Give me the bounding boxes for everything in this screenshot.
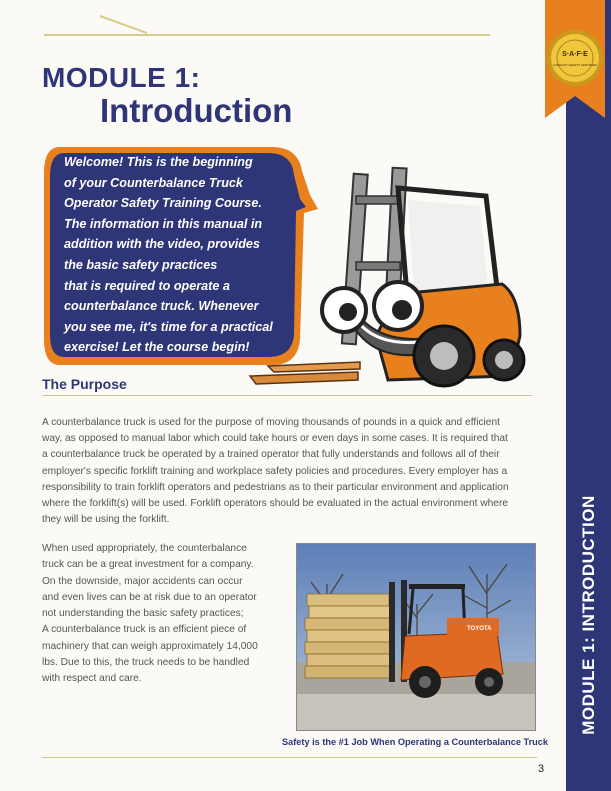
welcome-line: that is required to operate a [64, 278, 230, 293]
welcome-line: addition with the video, provides [64, 237, 260, 252]
side-tab [570, 470, 608, 760]
investment-line: A counterbalance truck is an efficient piece of [42, 624, 247, 636]
certification-ribbon [545, 0, 605, 118]
investment-line: not understanding the basic safety practices; [42, 608, 244, 620]
investment-line: with respect and care. [42, 673, 142, 685]
purpose-line: they will be using the forklift. [42, 514, 170, 526]
section-rule [42, 395, 532, 396]
purpose-paragraph [42, 415, 537, 528]
badge-top-text: S·A·F·E [562, 51, 588, 58]
welcome-line: counterbalance truck. Whenever [64, 299, 259, 314]
welcome-line: exercise! Let the course begin! [64, 340, 250, 355]
section-heading-purpose: The Purpose [42, 376, 127, 392]
investment-paragraph [42, 541, 277, 688]
side-tab-label: MODULE 1: INTRODUCTION [579, 495, 599, 735]
module-title: Introduction [100, 92, 293, 129]
purpose-line: employer's specific forklift training and workplace safety policies and procedures. Every employer has a [42, 465, 508, 477]
investment-line: and even lives can be at risk due to an operator [42, 591, 257, 603]
investment-line: machinery that can weigh approximately 14,000 [42, 640, 258, 652]
investment-line: lbs. Due to this, the truck needs to be handled [42, 657, 250, 669]
investment-line: When used appropriately, the counterbalance [42, 543, 247, 554]
welcome-line: The information in this manual in [64, 216, 263, 231]
purpose-line: way, as opposed to manual labor which could take hours or even days in some cases. It is required that [42, 433, 508, 445]
page-number: 3 [538, 763, 545, 775]
badge-seal [551, 34, 599, 82]
forklift-mascot-illustration [248, 166, 528, 392]
lumber-stack [305, 594, 393, 678]
photo-caption: Safety is the #1 Job When Operating a Counterbalance Truck [282, 737, 548, 747]
investment-line: On the downside, major accidents can occur [42, 575, 243, 587]
purpose-line: a counterbalance truck be operated by a trained operator that fully understands and follows all of their [42, 449, 500, 461]
top-rule [44, 34, 490, 36]
welcome-line: of your Counterbalance Truck [64, 175, 243, 190]
forklift-photo [296, 543, 536, 731]
purpose-line: A counterbalance truck is used for the purpose of moving thousands of pounds in a quick and efficient [42, 417, 500, 428]
purpose-line: responsibility to train forklift operators and pedestrians as to their particular environment and application [42, 481, 509, 493]
investment-line: truck can be a great investment for a company. [42, 559, 254, 571]
welcome-line: you see me, it's time for a practical [64, 319, 273, 334]
purpose-line: where the forklift(s) will be used. Forklift operators should be evaluated in the actual environment where [42, 498, 509, 510]
welcome-line: Operator Safety Training Course. [64, 196, 262, 211]
bottom-rule [42, 757, 537, 758]
photo-truck-brand: TOYOTA [467, 626, 492, 632]
welcome-line: Welcome! This is the beginning [64, 155, 253, 169]
badge-bottom-text: FORKLIFT SAFETY CERTIFIED [553, 63, 597, 67]
module-label: MODULE 1: [42, 62, 201, 93]
welcome-line: the basic safety practices [64, 257, 218, 272]
top-rule-accent [100, 15, 148, 34]
